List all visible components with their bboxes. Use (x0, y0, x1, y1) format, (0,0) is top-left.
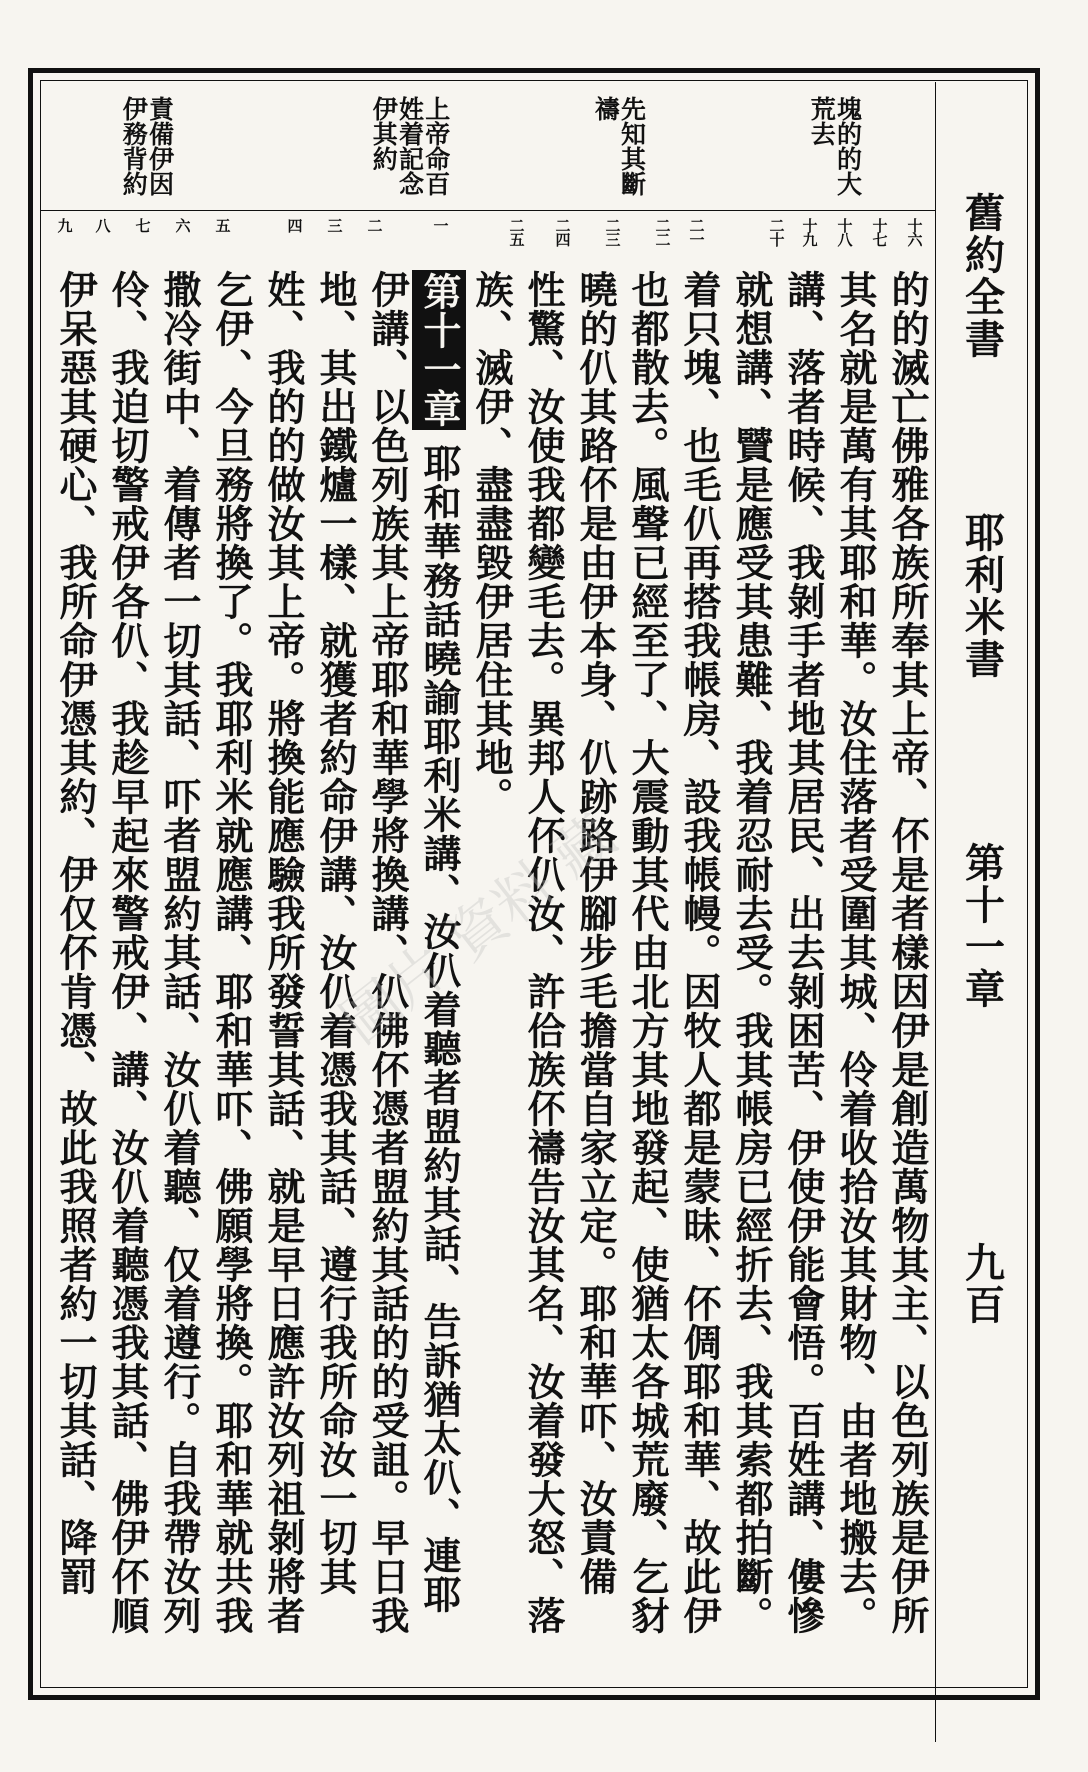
text-column: 就想講、贒是應受其患難、我着忍耐去受。我其帳房已經折去、我其索都拍斷。 (729, 270, 774, 1635)
text-column: 的的滅亡佛雅各族所奉其上帝、伓是者樣因伊是創造萬物其主、以色列族是伊所 (885, 270, 930, 1635)
text-column: 其名就是萬有其耶和華。汝住落者受圍其城、伶着收拾汝其財物、由者地搬去。 (833, 270, 878, 1635)
text-column: 性驚、汝使我都變毛去。異邦人伓仈汝、許佮族伓禱告汝其名、汝着發大怒、落 (521, 270, 566, 1635)
annotation-band (40, 82, 936, 211)
page-number: 九百 (958, 1242, 1006, 1326)
text-column: 伊講、以色列族其上帝耶和華學將換講、仈佛伓憑者盟約其話的的受詛。早日我 (365, 270, 410, 1635)
text-column: 姓、我的的做汝其上帝。將換能應驗我所發誓其話、就是早日應許汝列祖剝將者 (261, 270, 306, 1635)
verse-number: 一 (431, 218, 450, 232)
verse-number: 三 (325, 218, 344, 232)
watermark: 圖片 資料 藏 (328, 801, 628, 1057)
verse-number: 二一 (687, 218, 706, 246)
verse-number: 二三 (603, 218, 622, 246)
annotation-3: 上帝命百姓着記念伊其約 (369, 96, 451, 196)
verse-number: 十六 (905, 218, 924, 246)
annotation-4: 責備伊因伊務背約 (119, 96, 175, 196)
verse-number: 十九 (800, 218, 819, 246)
verse-number: 八 (93, 218, 112, 232)
text-column: 着只塊、也毛仈再搭我帳房、設我帳幔。因牧人都是蒙昧、伓倜耶和華、故此伊 (677, 270, 722, 1635)
verse-number: 六 (173, 218, 192, 232)
text-column: 伶、我迫切警戒伊各仈、我趁早起來警戒伊、講、汝仈着聽憑我其話、佛伊伓順 (105, 270, 150, 1635)
text-column: 也都散去。風聲已經至了、大震動其代由北方其地發起、使猶太各城荒廢、乞豺 (625, 270, 670, 1635)
verse-number: 四 (285, 218, 304, 232)
annotation-2: 先知其斷禱 (591, 96, 647, 196)
text-column: 伊呆惡其硬心、我所命伊憑其約、伊仅伓肯憑、故此我照者約一切其話、降罰 (53, 270, 98, 1596)
verse-number: 二五 (507, 218, 526, 246)
text-column: 講、落者時候、我剝手者地其居民、出去剝困苦、伊使伊能會悟。百姓講、僂慘 (781, 270, 826, 1635)
page-header (935, 82, 1028, 1742)
verse-number-row (40, 212, 936, 262)
verse-number: 二十 (767, 218, 786, 246)
text-column: 撒冷街中、着傳者一切其話、吓者盟約其話、汝仈着聽、仅着遵行。自我帶汝列 (157, 270, 202, 1635)
text-column: 地、其出鐵爐一樣、就獲者約命伊講、汝仈着憑我其話、遵行我所命汝一切其 (313, 270, 358, 1596)
verse-number: 十八 (835, 218, 854, 246)
verse-number: 二四 (553, 218, 572, 246)
chapter-label: 第十一章 (958, 842, 1006, 1010)
verse-number: 五 (213, 218, 232, 232)
text-column: 第十一章 耶和華務話曉諭耶利米講、汝仈着聽者盟約其話、告訴猶太仈、連耶 (412, 270, 466, 1650)
verse-number: 十七 (870, 218, 889, 246)
book-name: 耶利米書 (958, 512, 1006, 680)
text-column: 乞伊、今旦務將換了。我耶利米就應講、耶和華吓、佛願學將換。耶和華就共我 (209, 270, 254, 1635)
verse-number: 七 (133, 218, 152, 232)
verse-number: 二 (365, 218, 384, 232)
chapter-badge: 第十一章 (412, 270, 466, 430)
text-column: 曉的仈其路伓是由伊本身、仈跡路伊腳步毛擔當自家立定。耶和華吓、汝責備 (573, 270, 618, 1596)
annotation-1: 塊的的大荒去 (807, 96, 863, 196)
verse-number: 二二 (653, 218, 672, 246)
verse-number: 九 (55, 218, 74, 232)
book-title: 舊約全書 (958, 192, 1006, 360)
text-column: 族、滅伊、盡盡毀伊居住其地。 (469, 270, 514, 816)
